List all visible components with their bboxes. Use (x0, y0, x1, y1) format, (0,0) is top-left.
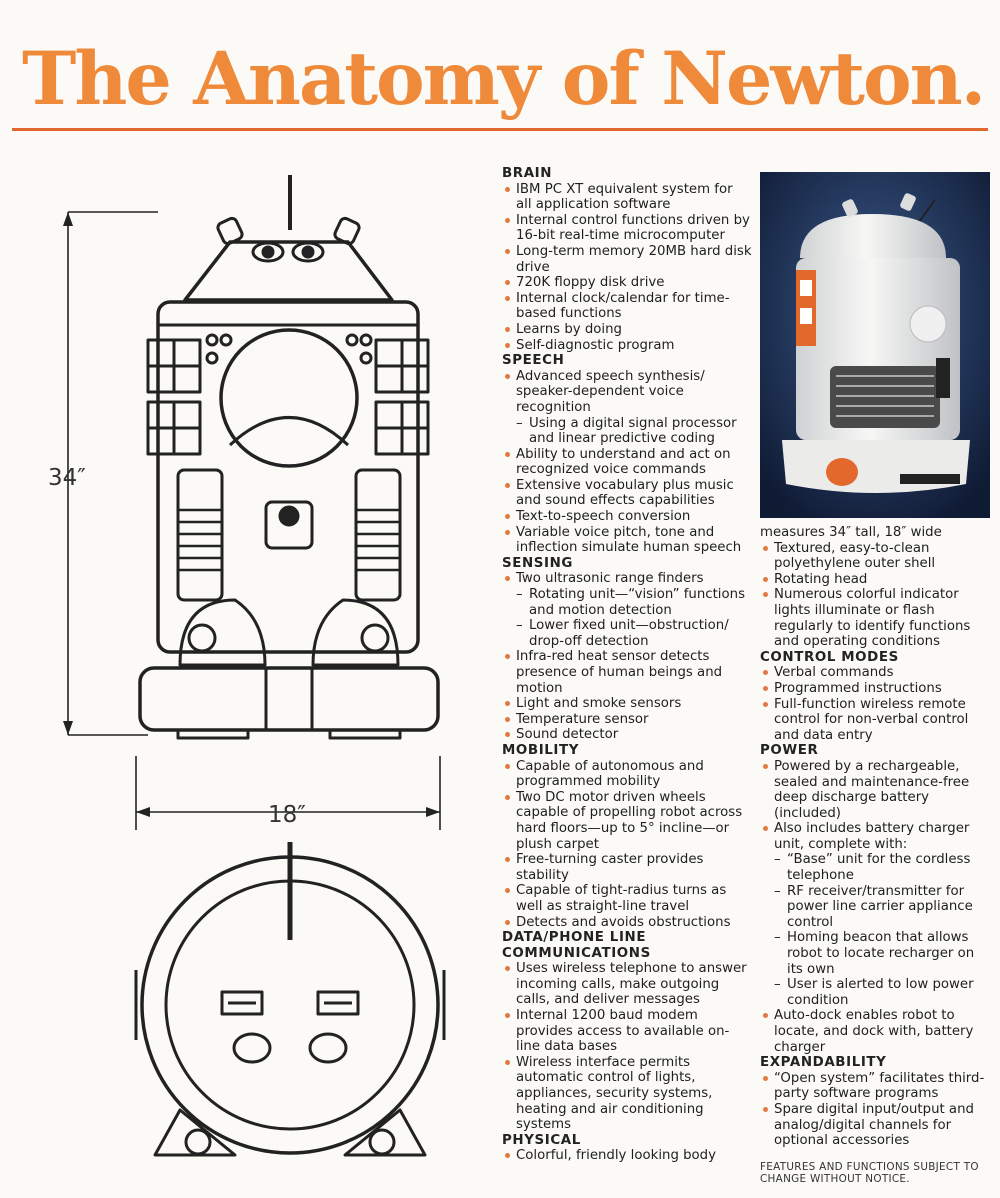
spec-item (760, 821, 992, 1008)
spec-item (502, 790, 752, 852)
spec-item-text: Numerous colorful indicator lights illuminate or flash regularly to identify functions and operating conditions (774, 587, 971, 650)
spec-item-text: Also includes battery charger unit, complete with: (774, 821, 970, 852)
spec-list (502, 369, 752, 556)
spec-item-text: Internal 1200 baud modem provides access to available on-line data bases (516, 1008, 730, 1055)
spec-item (760, 541, 992, 572)
spec-item (502, 759, 752, 790)
section-heading: EXPANDABILITY (760, 1055, 887, 1071)
spec-item-text: Light and smoke sensors (516, 696, 682, 712)
spec-item-text: Temperature sensor (516, 711, 649, 727)
spec-item (502, 1055, 752, 1133)
spec-item-text: Advanced speech synthesis/ speaker-dependent voice recognition (516, 368, 705, 415)
section-heading: POWER (760, 743, 819, 759)
spec-item-text: Two DC motor driven wheels capable of propelling robot across hard floors—up to 5° incline—or plush carpet (516, 789, 743, 852)
spec-item (502, 727, 752, 743)
spec-item-text: Text-to-speech conversion (516, 509, 691, 525)
section-heading: SENSING (502, 555, 574, 571)
spec-item (502, 275, 752, 291)
spec-item-text: Infra-red heat sensor detects presence of human beings and motion (516, 649, 723, 696)
spec-item (760, 681, 992, 697)
spec-item-text: Self-diagnostic program (516, 337, 675, 353)
spec-item (502, 213, 752, 244)
spec-item-text: Wireless interface permits automatic control of lights, appliances, security systems, heating and air conditioning systems (516, 1054, 713, 1133)
spec-subitem: – Using a digital signal processor and linear predictive coding (516, 416, 752, 447)
spec-item (502, 322, 752, 338)
spec-item-text: Powered by a rechargeable, sealed and maintenance-free deep discharge battery (included) (774, 758, 970, 821)
spec-subitem: – User is alerted to low power condition (774, 977, 992, 1008)
spec-sublist (516, 416, 752, 447)
section-heading: CONTROL MODES (760, 649, 899, 665)
spec-item-text: Learns by doing (516, 321, 622, 337)
spec-item-text: Extensive vocabulary plus music and sound effects capabilities (516, 477, 734, 509)
spec-item-text: Textured, easy-to-clean polyethylene outer shell (774, 540, 936, 572)
spec-item-text: Ability to understand and act on recognized voice commands (516, 446, 731, 478)
spec-item (502, 182, 752, 213)
robot-photo (760, 172, 990, 518)
spec-list (502, 1148, 752, 1164)
spec-item (502, 447, 752, 478)
spec-item (502, 712, 752, 728)
spec-item (502, 338, 752, 354)
spec-item-text: Spare digital input/output and analog/digital channels for optional accessories (774, 1101, 974, 1149)
title-rule (12, 128, 988, 131)
footnote: FEATURES AND FUNCTIONS SUBJECT TO CHANGE WITHOUT NOTICE. (760, 1161, 979, 1185)
section-heading: SPEECH (502, 353, 565, 369)
spec-item (502, 571, 752, 649)
spec-item-text: 720K floppy disk drive (516, 275, 665, 291)
spec-item (502, 915, 752, 931)
spec-item (760, 572, 992, 588)
spec-column-1 (502, 166, 752, 1164)
section-heading: DATA/PHONE LINE COMMUNICATIONS (502, 930, 651, 961)
spec-item-text: Two ultrasonic range finders (516, 571, 704, 587)
page-title: The Anatomy of Newton. (22, 36, 985, 122)
spec-item-text: Capable of autonomous and programmed mobility (516, 758, 704, 790)
spec-subitem: – “Base” unit for the cordless telephone (774, 852, 992, 883)
spec-item-text: Detects and avoids obstructions (516, 914, 731, 930)
spec-item-text: Verbal commands (774, 665, 894, 681)
spec-item-text: Full-function wireless remote control for non-verbal control and data entry (774, 696, 969, 743)
spec-list (760, 759, 992, 1055)
spec-item-text: Programmed instructions (774, 680, 942, 696)
width-dimension: 18″ (268, 802, 306, 828)
spec-subitem: – Lower fixed unit—obstruction/ drop-off detection (516, 618, 752, 649)
spec-item (502, 696, 752, 712)
spec-item-text: Long-term memory 20MB hard disk drive (516, 243, 752, 275)
height-dimension: 34″ (48, 465, 86, 491)
spec-item-text: Internal control functions driven by 16-bit real-time microcomputer (516, 212, 750, 244)
spec-item (760, 1071, 992, 1102)
spec-list (760, 1071, 992, 1149)
spec-item-text: Uses wireless telephone to answer incoming calls, make outgoing calls, and deliver messages (516, 961, 747, 1008)
spec-item-text: Rotating head (774, 571, 868, 587)
spec-sublist (774, 852, 992, 1008)
spec-item-text: Colorful, friendly looking body (516, 1148, 716, 1164)
spec-item-text: Variable voice pitch, tone and inflection simulate human speech (516, 524, 742, 556)
spec-item (502, 649, 752, 696)
spec-item (502, 525, 752, 556)
spec-item (502, 369, 752, 447)
spec-list (760, 541, 992, 650)
spec-item (760, 697, 992, 744)
spec-item (760, 587, 992, 649)
spec-item (760, 1008, 992, 1055)
spec-item (502, 478, 752, 509)
spec-column-2 (760, 525, 992, 1149)
spec-item (502, 244, 752, 275)
spec-item-text: “Open system” facilitates third-party software programs (774, 1070, 985, 1102)
spec-item (502, 883, 752, 914)
spec-list (502, 182, 752, 354)
spec-item-text: IBM PC XT equivalent system for all application software (516, 181, 733, 213)
spec-item-text: Capable of tight-radius turns as well as straight-line travel (516, 883, 727, 914)
robot-diagram (30, 150, 450, 1190)
section-heading: BRAIN (502, 166, 553, 181)
spec-item (502, 961, 752, 1008)
spec-item (502, 291, 752, 322)
spec-subitem: – Rotating unit—“vision” functions and motion detection (516, 587, 752, 618)
spec-item (760, 665, 992, 681)
spec-list (502, 571, 752, 743)
spec-item (502, 1008, 752, 1055)
spec-subitem: – Homing beacon that allows robot to locate recharger on its own (774, 930, 992, 977)
spec-item-text: Sound detector (516, 727, 619, 743)
spec-item (502, 852, 752, 883)
spec-item (502, 509, 752, 525)
spec-item (760, 759, 992, 821)
physical-continuation: measures 34″ tall, 18″ wide (760, 525, 942, 540)
spec-item-text: Auto-dock enables robot to locate, and dock with, battery charger (774, 1008, 974, 1055)
section-heading: PHYSICAL (502, 1132, 581, 1148)
spec-sublist (516, 587, 752, 649)
spec-item-text: Free-turning caster provides stability (516, 852, 704, 883)
spec-item (502, 1148, 752, 1164)
spec-item (760, 1102, 992, 1149)
section-heading: MOBILITY (502, 742, 580, 758)
spec-list (502, 759, 752, 931)
spec-list (502, 961, 752, 1133)
spec-item-text: Internal clock/calendar for time-based functions (516, 290, 730, 322)
spec-list (760, 665, 992, 743)
spec-subitem: – RF receiver/transmitter for power line carrier appliance control (774, 884, 992, 931)
